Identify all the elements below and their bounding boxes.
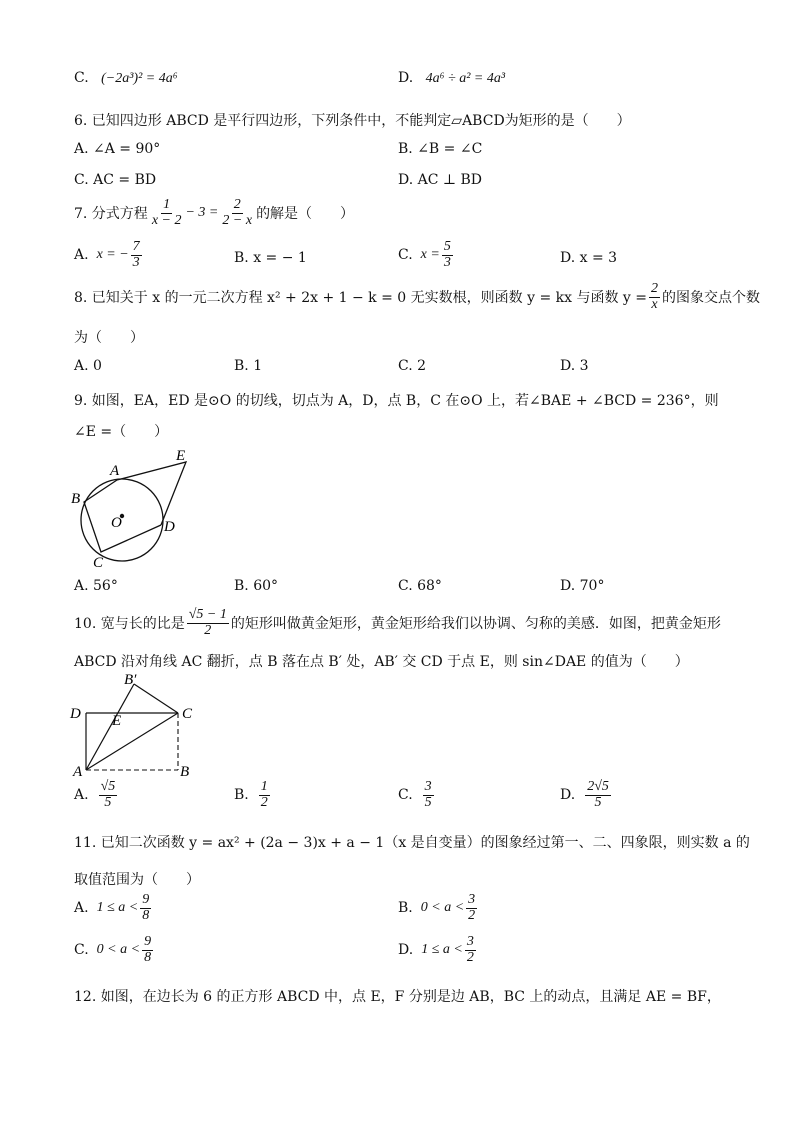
q10-option-b-label: B. — [234, 787, 249, 804]
q9-label-c: C — [93, 555, 104, 571]
q11-stem-line1: 11. 已知二次函数 y = ax² + (2a − 3)x + a − 1（x 是自变量）的图象经过第一、二、四象限，则实数 a 的 — [74, 835, 750, 851]
q5-option-c — [74, 70, 178, 87]
q10-option-d-num: 2√5 — [587, 779, 609, 794]
q5-option-d-expr: 4a⁶ ÷ a² = 4a³ — [425, 71, 506, 86]
q10-option-c-fraction — [423, 780, 434, 810]
q6-option-a: A. ∠A = 90° — [74, 141, 161, 157]
q10-option-a — [74, 780, 119, 810]
q11-option-a-fraction — [140, 893, 151, 923]
q7-stem-prefix: 7. 分式方程 — [74, 206, 148, 223]
q7-fraction-1 — [150, 198, 184, 228]
q10-option-a-num: √5 — [100, 779, 116, 794]
q9-stem-line2: ∠E =（ ） — [74, 424, 169, 440]
q6-option-b: B. ∠B = ∠C — [398, 141, 483, 157]
q11-option-a — [74, 893, 153, 923]
q11-option-c-label: C. — [74, 942, 89, 959]
q10-label-a: A — [73, 764, 83, 780]
q10-option-b-fraction — [259, 780, 270, 810]
q10-option-d — [560, 780, 613, 810]
q7-option-c — [398, 240, 455, 270]
q9-label-b: B — [71, 491, 81, 507]
q8-stem — [74, 282, 760, 312]
q11-option-b-num: 3 — [468, 892, 476, 907]
q10-option-a-fraction — [99, 780, 118, 810]
q6-option-d: D. AC ⊥ BD — [398, 172, 483, 188]
q10-option-b-den: 2 — [260, 794, 268, 810]
q10-edge-ab-prime — [86, 684, 134, 770]
q7-option-c-num: 5 — [443, 239, 451, 254]
q10-option-d-fraction — [585, 780, 611, 810]
q8-option-b: B. 1 — [234, 358, 263, 374]
q8-stem-part1: 8. 已知关于 x 的一元二次方程 x² + 2x + 1 − k = 0 无实数根，则函数 y = kx 与函数 y = — [74, 290, 647, 307]
q8-option-c: C. 2 — [398, 358, 427, 374]
q11-option-d — [398, 935, 478, 965]
q9-option-c: C. 68° — [398, 578, 442, 594]
q8-fraction-den: x — [651, 296, 658, 312]
q10-stem-suffix: 的矩形叫做黄金矩形，黄金矩形给我们以协调、匀称的美感．如图，把黄金矩形 — [230, 616, 721, 633]
q10-label-c: C — [182, 706, 193, 722]
q5-option-c-expr: (−2a³)² = 4a⁶ — [101, 71, 178, 86]
q10-option-c — [398, 780, 436, 810]
q10-edge-b-prime-c — [134, 684, 178, 713]
q7-option-c-fraction — [442, 240, 453, 270]
q9-option-d: D. 70° — [560, 578, 605, 594]
q7-fraction-2 — [220, 198, 254, 228]
q9-label-e: E — [176, 448, 186, 464]
q7-stem — [74, 198, 354, 228]
q8-stem-part2: 的图象交点个数 — [662, 290, 760, 307]
q9-option-b: B. 60° — [234, 578, 279, 594]
q11-option-d-pre: 1 ≤ a < — [421, 942, 463, 958]
q7-option-a — [74, 240, 144, 270]
q7-option-a-den: 3 — [132, 254, 140, 270]
q10-fraction-den: 2 — [204, 622, 212, 638]
q10-option-c-label: C. — [398, 787, 413, 804]
q11-option-c-num: 9 — [144, 934, 152, 949]
q7-option-a-fraction — [131, 240, 142, 270]
q11-option-b-den: 2 — [468, 907, 476, 923]
q12-stem-line1: 12. 如图，在边长为 6 的正方形 ABCD 中，点 E，F 分别是边 AB，BC 上的动点，且满足 AE = BF， — [74, 989, 721, 1005]
q11-option-a-num: 9 — [142, 892, 150, 907]
q11-option-d-label: D. — [398, 942, 414, 959]
q11-option-a-pre: 1 ≤ a < — [96, 900, 139, 916]
q11-option-c-fraction — [142, 935, 153, 965]
q9-stem-line1: 9. 如图，EA，ED 是⊙O 的切线，切点为 A，D，点 B，C 在⊙O 上，若∠BAE + ∠BCD = 236°，则 — [74, 393, 719, 409]
q6-option-c: C. AC = BD — [74, 172, 157, 188]
q8-option-d: D. 3 — [560, 358, 589, 374]
q10-stem — [74, 608, 721, 638]
q7-fraction-1-num: 1 — [163, 197, 171, 212]
q9-tangent-lines — [117, 462, 186, 525]
q9-label-a: A — [110, 463, 120, 479]
q7-option-a-pre: x = − — [96, 247, 129, 263]
q11-option-c-pre: 0 < a < — [96, 942, 141, 958]
q9-figure — [64, 444, 204, 572]
q8-option-a: A. 0 — [74, 358, 102, 374]
q10-option-b — [234, 780, 272, 810]
q11-option-b-label: B. — [398, 900, 413, 917]
q10-label-d: D — [70, 706, 81, 722]
q8-fraction-num: 2 — [651, 281, 658, 296]
q10-option-a-label: A. — [74, 787, 89, 804]
q10-stem-line2: ABCD 沿对角线 AC 翻折，点 B 落在点 B′ 处，AB′ 交 CD 于点 E，则 sin∠DAE 的值为（ ） — [74, 654, 689, 670]
q10-option-d-den: 5 — [594, 794, 602, 810]
q11-stem-line2: 取值范围为（ ） — [74, 872, 200, 888]
q7-fraction-1-den: x − 2 — [151, 212, 182, 228]
q7-option-c-label: C. — [398, 247, 413, 264]
q10-label-b-prime: B′ — [124, 672, 137, 688]
q11-option-a-den: 8 — [142, 907, 150, 923]
q7-option-a-num: 7 — [132, 239, 140, 254]
q10-option-d-label: D. — [560, 787, 576, 804]
q10-fraction — [187, 608, 229, 638]
q10-diagonal-ac — [86, 713, 178, 770]
q11-option-b-pre: 0 < a < — [420, 900, 465, 916]
q9-label-o: O — [111, 515, 122, 531]
q10-option-a-den: 5 — [104, 794, 112, 810]
q10-option-c-num: 3 — [424, 779, 432, 794]
q11-option-b — [398, 893, 479, 923]
q7-option-a-label: A. — [74, 247, 89, 264]
q11-option-c — [74, 935, 155, 965]
q10-label-e: E — [112, 713, 122, 729]
q8-stem-line2: 为（ ） — [74, 330, 144, 346]
q10-fraction-num: √5 − 1 — [188, 607, 227, 622]
q9-circle-o — [81, 479, 163, 561]
q11-option-b-fraction — [466, 893, 477, 923]
q11-option-d-den: 2 — [466, 949, 474, 965]
q7-fraction-2-num: 2 — [233, 197, 241, 212]
q11-option-c-den: 8 — [144, 949, 152, 965]
q10-option-c-den: 5 — [424, 794, 432, 810]
q10-figure — [64, 672, 204, 780]
q7-option-b: B. x = − 1 — [234, 250, 307, 266]
q7-fraction-2-den: 2 − x — [222, 212, 253, 228]
q8-fraction — [649, 282, 660, 312]
q11-option-d-fraction — [465, 935, 476, 965]
q5-option-d-label: D. — [398, 70, 414, 86]
q7-option-d: D. x = 3 — [560, 250, 618, 266]
q7-option-c-den: 3 — [443, 254, 451, 270]
q9-label-d: D — [164, 519, 175, 535]
q9-option-a: A. 56° — [74, 578, 118, 594]
q11-option-d-num: 3 — [466, 934, 474, 949]
q7-mid: − 3 = — [185, 205, 219, 221]
q10-stem-prefix: 10. 宽与长的比是 — [74, 616, 185, 633]
q5-option-d — [398, 70, 505, 87]
q7-option-c-pre: x = — [420, 247, 440, 263]
q10-label-b: B — [180, 764, 190, 780]
q7-stem-suffix: 的解是（ ） — [256, 206, 355, 223]
q5-option-c-label: C. — [74, 70, 89, 86]
q6-stem: 6. 已知四边形 ABCD 是平行四边形，下列条件中，不能判定▱ABCD为矩形的是（ ） — [74, 113, 631, 129]
q11-option-a-label: A. — [74, 900, 89, 917]
q10-option-b-num: 1 — [260, 779, 268, 794]
